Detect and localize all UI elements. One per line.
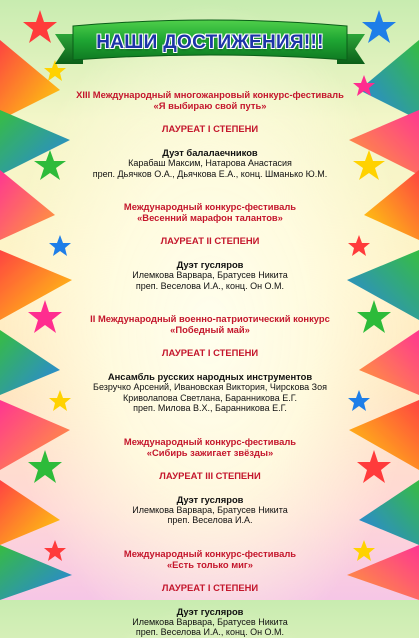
title-banner [55,14,365,76]
achievement-entry [70,89,350,179]
contest-line: II Международный военно-патриотический конкурс [90,313,330,324]
participants-line: Карабаш Максим, Натарова Анастасия [128,158,292,168]
contest-line: «Есть только миг» [166,558,254,570]
contest-name [70,436,350,458]
contest-line: Международный конкурс-фестиваль [123,435,297,447]
contest-name [70,201,350,223]
ensemble-name: Дуэт гусляров [176,259,244,270]
participants-line: Илемкова Варвара, Братусев Никита [132,270,288,280]
right-star-decoration [339,0,419,600]
contest-name [70,313,350,335]
teachers-line: преп. Веселова И.А., конц. Он О.М. [135,627,285,637]
ensemble-name: Ансамбль русских народных инструментов [107,371,313,382]
achievement-entry [70,436,350,526]
award-title: ЛАУРЕАТ II СТЕПЕНИ [160,235,260,246]
contest-line: «Я выбираю свой путь» [153,100,267,111]
award-title: ЛАУРЕАТ I СТЕПЕНИ [161,123,259,134]
page-title: НАШИ ДОСТИЖЕНИЯ!!! [96,32,324,53]
achievement-entry [70,548,350,638]
teachers-line: преп. Веселова И.А. [167,515,253,525]
participants-line: Илемкова Варвара, Братусев Никита [132,504,288,515]
ensemble-name: Дуэт балалаечников [162,147,258,158]
contest-name [70,89,350,111]
left-star-decoration [0,0,80,600]
contest-line: XIII Международный многожанровый конкурс-фестиваль [76,89,344,100]
teachers-line: преп. Милова В.Х., Баранникова Е.Г. [133,403,287,413]
award-title: ЛАУРЕАТ I СТЕПЕНИ [161,347,259,358]
achievement-entry [70,201,350,291]
achievement-entry [70,313,350,414]
achievements-list [70,83,350,638]
contest-line: Международный конкурс-фестиваль [123,547,297,559]
contest-line: Международный конкурс-фестиваль [123,201,297,212]
participants-line: Безручко Арсений, Ивановская Виктория, Чирскова Зоя [93,382,327,392]
award-title: ЛАУРЕАТ I СТЕПЕНИ [161,581,259,593]
award-title: ЛАУРЕАТ III СТЕПЕНИ [159,469,261,481]
teachers-line: преп. Дьячков О.А., Дьячкова Е.А., конц. Шманько Ю.М. [92,168,328,179]
ensemble-name: Дуэт гусляров [176,605,244,617]
ensemble-name: Дуэт гусляров [176,493,244,505]
contest-line: «Весенний марафон талантов» [137,212,283,223]
contest-name [70,548,350,570]
teachers-line: преп. Веселова И.А., конц. Он О.М. [135,280,285,291]
participants-line: Криволапова Светлана, Баранникова Е.Г. [122,392,298,403]
contest-line: «Сибирь зажигает звёзды» [146,446,274,458]
contest-line: «Победный май» [170,324,250,335]
participants-line: Илемкова Варвара, Братусев Никита [132,616,288,627]
